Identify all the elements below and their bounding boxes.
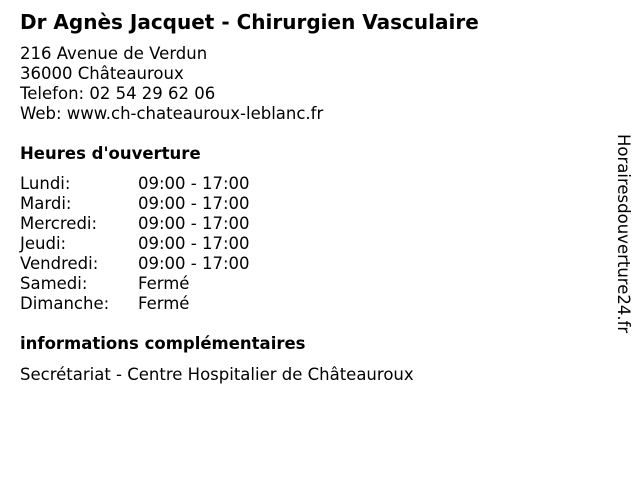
day-time: 09:00 - 17:00 bbox=[138, 194, 250, 213]
info-heading: informations complémentaires bbox=[20, 334, 306, 353]
page-title: Dr Agnès Jacquet - Chirurgien Vasculaire bbox=[20, 10, 479, 34]
hours-row-jeudi bbox=[20, 234, 250, 254]
address-city: 36000 Châteauroux bbox=[20, 64, 184, 83]
day-name: Samedi: bbox=[20, 274, 88, 293]
day-time: Fermé bbox=[138, 274, 190, 293]
day-name: Vendredi: bbox=[20, 254, 99, 273]
day-name: Mercredi: bbox=[20, 214, 98, 233]
day-name: Lundi: bbox=[20, 174, 71, 193]
address-block bbox=[20, 44, 323, 124]
site-watermark: Horairesdouverture24.fr bbox=[614, 134, 633, 334]
hours-row-samedi bbox=[20, 274, 250, 294]
hours-row-vendredi bbox=[20, 254, 250, 274]
hours-row-mercredi bbox=[20, 214, 250, 234]
website-link: Web: www.ch-chateauroux-leblanc.fr bbox=[20, 104, 324, 123]
day-time: Fermé bbox=[138, 294, 190, 313]
day-name: Jeudi: bbox=[20, 234, 67, 253]
hours-table bbox=[20, 174, 250, 314]
hours-row-mardi bbox=[20, 194, 250, 214]
day-name: Dimanche: bbox=[20, 294, 110, 313]
day-time: 09:00 - 17:00 bbox=[138, 214, 250, 233]
hours-heading: Heures d'ouverture bbox=[20, 144, 201, 163]
phone-number: Telefon: 02 54 29 62 06 bbox=[20, 84, 216, 103]
info-text: Secrétariat - Centre Hospitalier de Châteauroux bbox=[20, 365, 414, 384]
address-street: 216 Avenue de Verdun bbox=[20, 44, 208, 63]
day-time: 09:00 - 17:00 bbox=[138, 254, 250, 273]
day-name: Mardi: bbox=[20, 194, 72, 213]
day-time: 09:00 - 17:00 bbox=[138, 174, 250, 193]
day-time: 09:00 - 17:00 bbox=[138, 234, 250, 253]
hours-row-lundi bbox=[20, 174, 250, 194]
hours-row-dimanche bbox=[20, 294, 250, 314]
